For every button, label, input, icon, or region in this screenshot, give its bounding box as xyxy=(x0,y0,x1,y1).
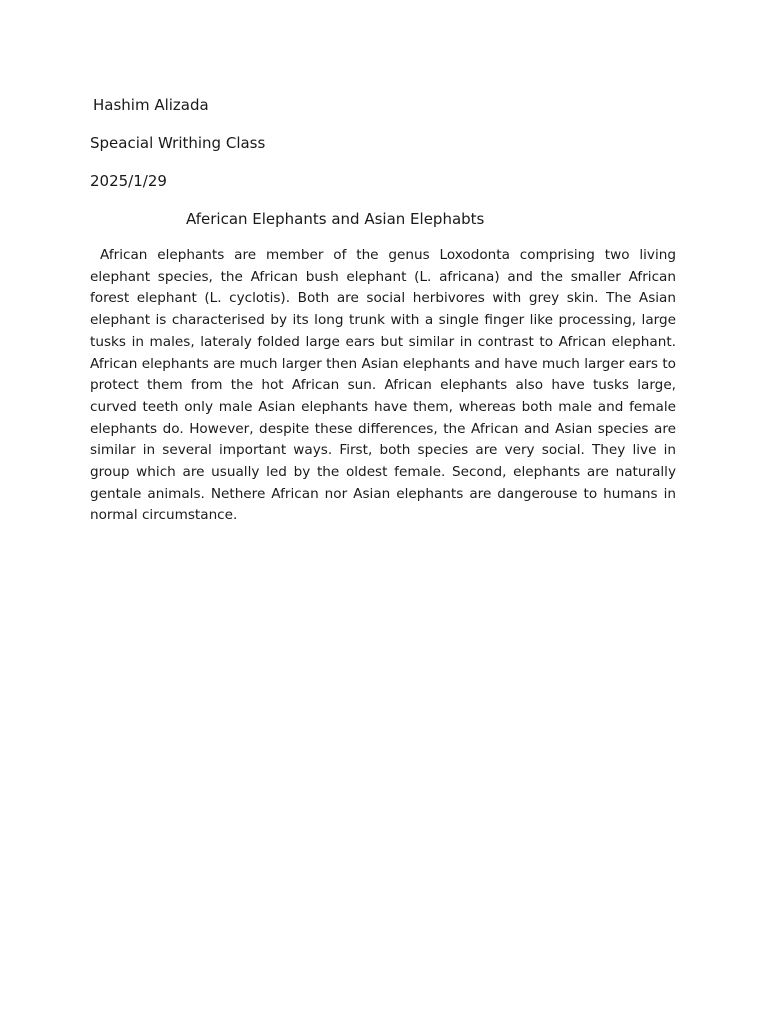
essay-title: Aferican Elephants and Asian Elephabts xyxy=(186,210,485,228)
course-name: Speacial Writhing Class xyxy=(90,134,266,152)
document-date: 2025/1/29 xyxy=(90,172,167,190)
essay-body-paragraph: African elephants are member of the genus Loxodonta comprising two living elephant species, the African bush elephant (L. africana) and the smaller African forest elephant (L. cyclotis). Both are social herbivores with grey skin. The Asian elephant is characterised by its long trunk with a single finger like processing, large tusks in males, lateraly folded large ears but similar in contrast to African elephant. African elephants are much larger then Asian elephants and have much larger ears to protect them from the hot African sun. African elephants also have tusks large, curved teeth only male Asian elephants have them, whereas both male and female elephants do. However, despite these differences, the African and Asian species are similar in several important ways. First, both species are very social. They live in group which are usually led by the oldest female. Second, elephants are naturally gentale animals. Nethere African nor Asian elephants are dangerouse to humans in normal circumstance. xyxy=(90,247,676,524)
author-name: Hashim Alizada xyxy=(93,96,209,114)
